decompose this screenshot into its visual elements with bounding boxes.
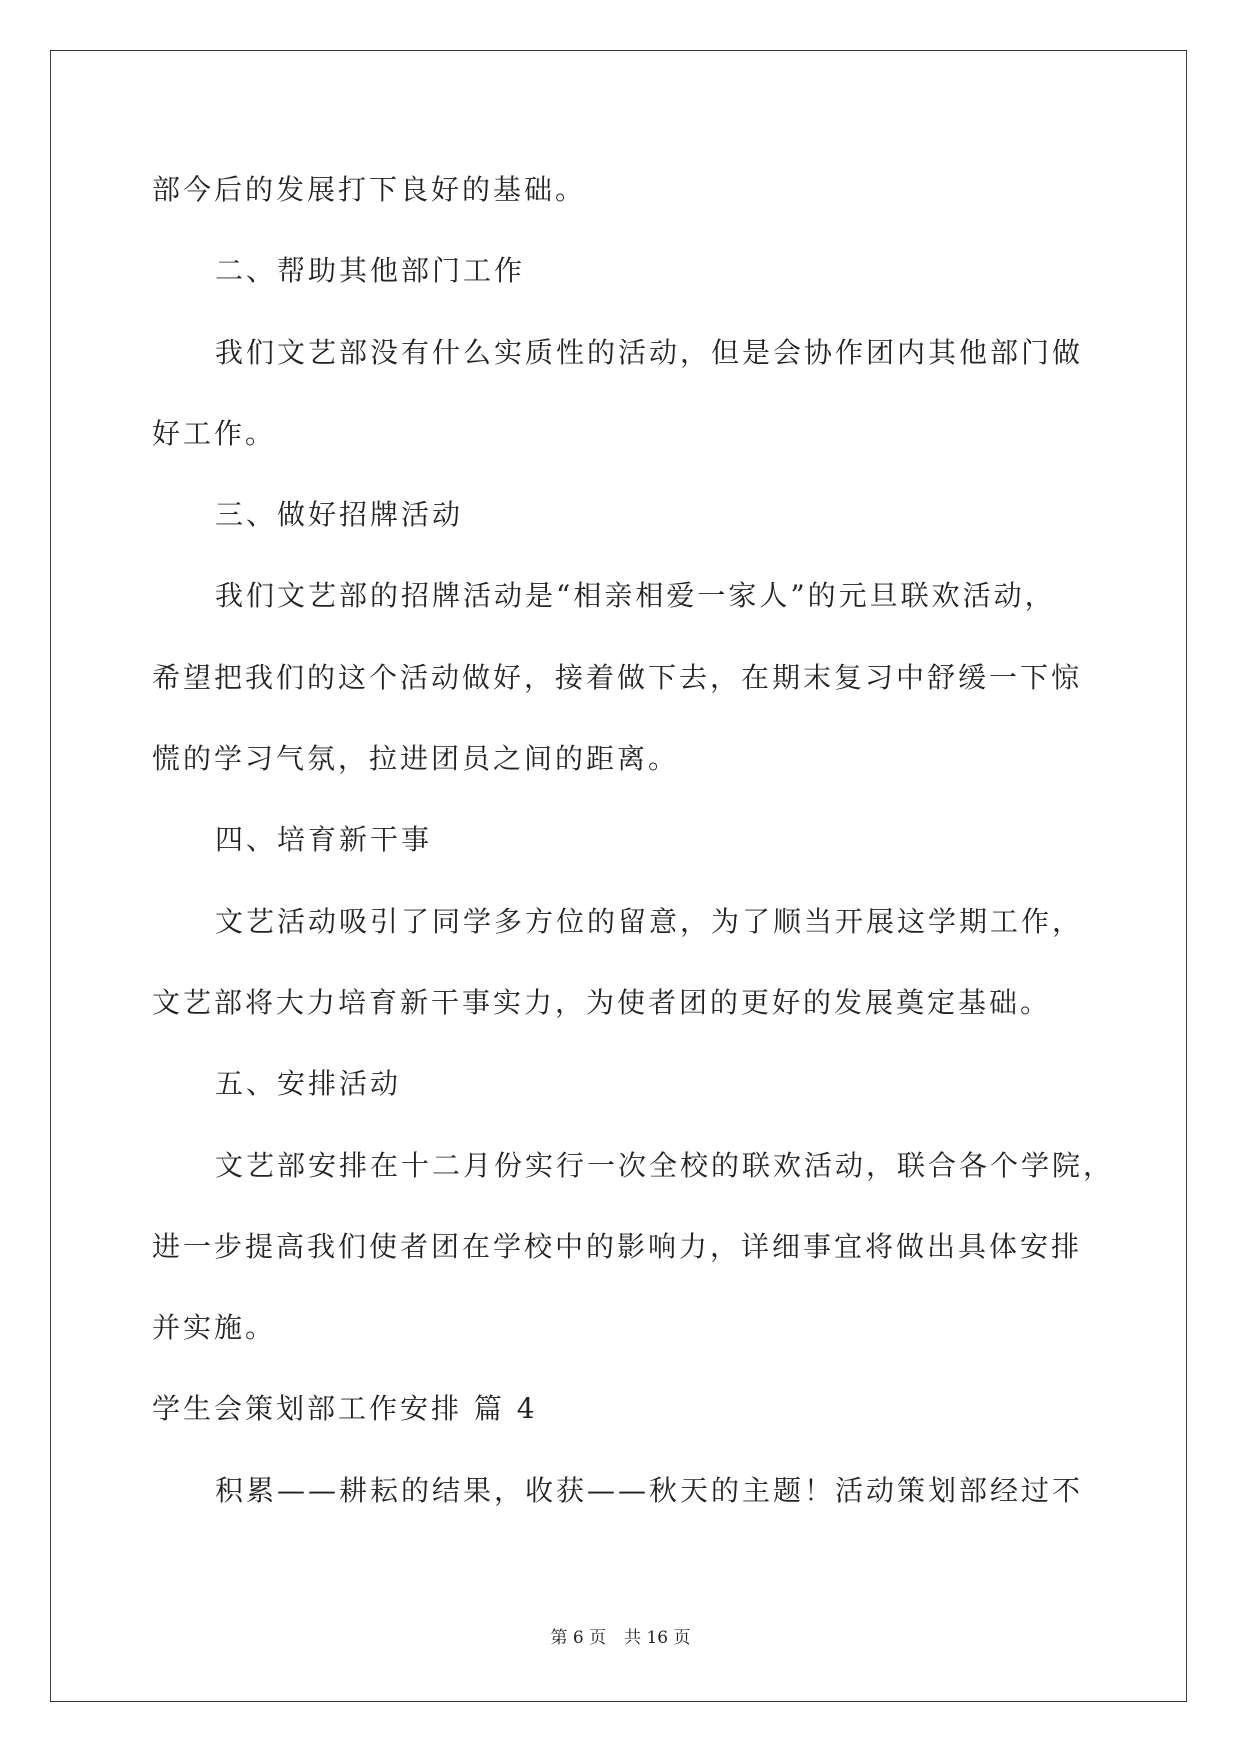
paragraph-line: 积累——耕耘的结果，收获——秋天的主题！活动策划部经过不 [215, 1473, 1084, 1507]
paragraph-line: 希望把我们的这个活动做好，接着做下去，在期末复习中舒缓一下惊 [152, 660, 1083, 694]
paragraph-line: 文艺活动吸引了同学多方位的留意，为了顺当开展这学期工作， [215, 904, 1084, 938]
paragraph-line: 我们文艺部的招牌活动是“相亲相爱一家人”的元旦联欢活动， [215, 579, 1056, 613]
section-heading: 二、帮助其他部门工作 [215, 254, 526, 288]
paragraph-line: 并实施。 [152, 1311, 277, 1345]
document-body [152, 149, 1122, 1531]
paragraph-line: 进一步提高我们使者团在学校中的影响力，详细事宜将做出具体安排 [152, 1229, 1083, 1263]
paragraph-line: 我们文艺部没有什么实质性的活动，但是会协作团内其他部门做 [215, 335, 1084, 369]
page-footer [0, 1624, 1241, 1652]
section-heading: 四、培育新干事 [215, 823, 433, 857]
section-heading: 三、做好招牌活动 [215, 498, 464, 532]
paragraph-line: 文艺部安排在十二月份实行一次全校的联欢活动，联合各个学院， [215, 1148, 1115, 1182]
paragraph-line: 慌的学习气氛，拉进团员之间的距离。 [152, 742, 680, 776]
page-number-total: 共 16 页 [624, 1628, 691, 1648]
section-heading: 五、安排活动 [215, 1067, 402, 1101]
page-number-current: 第 6 页 [550, 1628, 607, 1648]
next-section-title: 学生会策划部工作安排 篇 4 [152, 1392, 538, 1426]
paragraph-line: 部今后的发展打下良好的基础。 [152, 173, 587, 206]
paragraph-line: 文艺部将大力培育新干事实力，为使者团的更好的发展奠定基础。 [152, 985, 1052, 1019]
paragraph-line: 好工作。 [152, 416, 277, 450]
